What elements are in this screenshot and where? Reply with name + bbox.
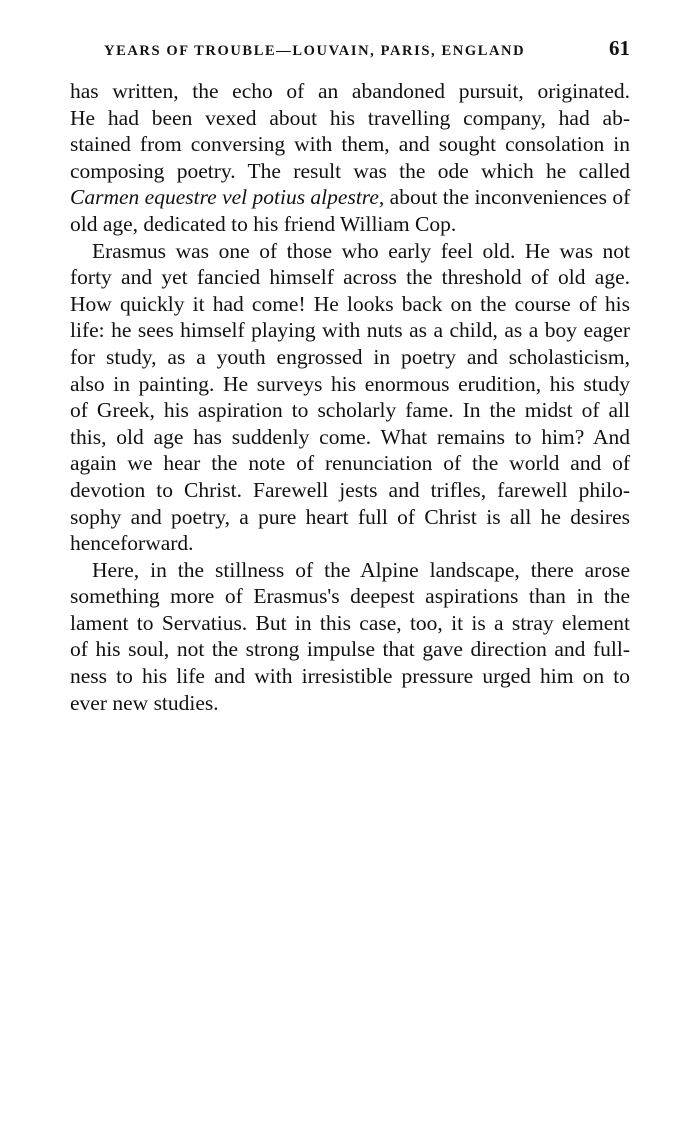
text-line: this, old age has suddenly come. What remains to him? And — [70, 424, 630, 449]
text-line: for study, as a youth engrossed in poetry and scholasticism, — [70, 344, 630, 369]
text-line: devotion to Christ. Farewell jests and trifles, farewell philo- — [70, 477, 630, 502]
body-text — [70, 78, 630, 716]
text-line: composing poetry. The result was the ode which he called — [70, 158, 630, 183]
text-line: How quickly it had come! He looks back on the course of his — [70, 291, 630, 316]
running-title: YEARS OF TROUBLE—LOUVAIN, PARIS, ENGLAND — [104, 43, 526, 59]
running-head — [104, 36, 630, 70]
text-line: old age, dedicated to his friend William Cop. — [70, 211, 457, 236]
italic-title: Carmen equestre vel potius alpestre, — [70, 185, 385, 210]
text-line: of Greek, his aspiration to scholarly fame. In the midst of all — [70, 398, 630, 423]
paragraph — [70, 557, 630, 717]
text-line: forty and yet fancied himself across the threshold of old age. — [70, 265, 630, 290]
text-line: ever new studies. — [70, 690, 219, 715]
paragraph — [70, 78, 630, 238]
text-span: about the inconveniences of — [384, 185, 631, 210]
text-line: stained from conversing with them, and sought consolation in — [70, 132, 630, 157]
paragraph — [70, 238, 630, 557]
text-line: He had been vexed about his travelling company, had ab- — [70, 105, 630, 130]
text-line: henceforward. — [70, 531, 194, 556]
book-page — [70, 36, 630, 716]
text-line: sophy and poetry, a pure heart full of Christ is all he desires — [70, 504, 630, 529]
text-line: again we hear the note of renunciation of the world and of — [70, 451, 630, 476]
text-line — [70, 184, 630, 211]
text-line: ness to his life and with irresistible pressure urged him on to — [70, 664, 630, 689]
text-line: also in painting. He surveys his enormous erudition, his study — [70, 371, 630, 396]
text-line: something more of Erasmus's deepest aspirations than in the — [70, 584, 630, 609]
text-line: of his soul, not the strong impulse that gave direction and full- — [70, 637, 630, 662]
text-line: Erasmus was one of those who early feel old. He was not — [92, 238, 630, 263]
text-line: life: he sees himself playing with nuts as a child, as a boy eager — [70, 318, 630, 343]
text-line: Here, in the stillness of the Alpine landscape, there arose — [92, 557, 630, 582]
page-number: 61 — [609, 36, 630, 60]
text-line: lament to Servatius. But in this case, too, it is a stray element — [70, 610, 630, 635]
text-line: has written, the echo of an abandoned pursuit, originated. — [70, 79, 630, 103]
